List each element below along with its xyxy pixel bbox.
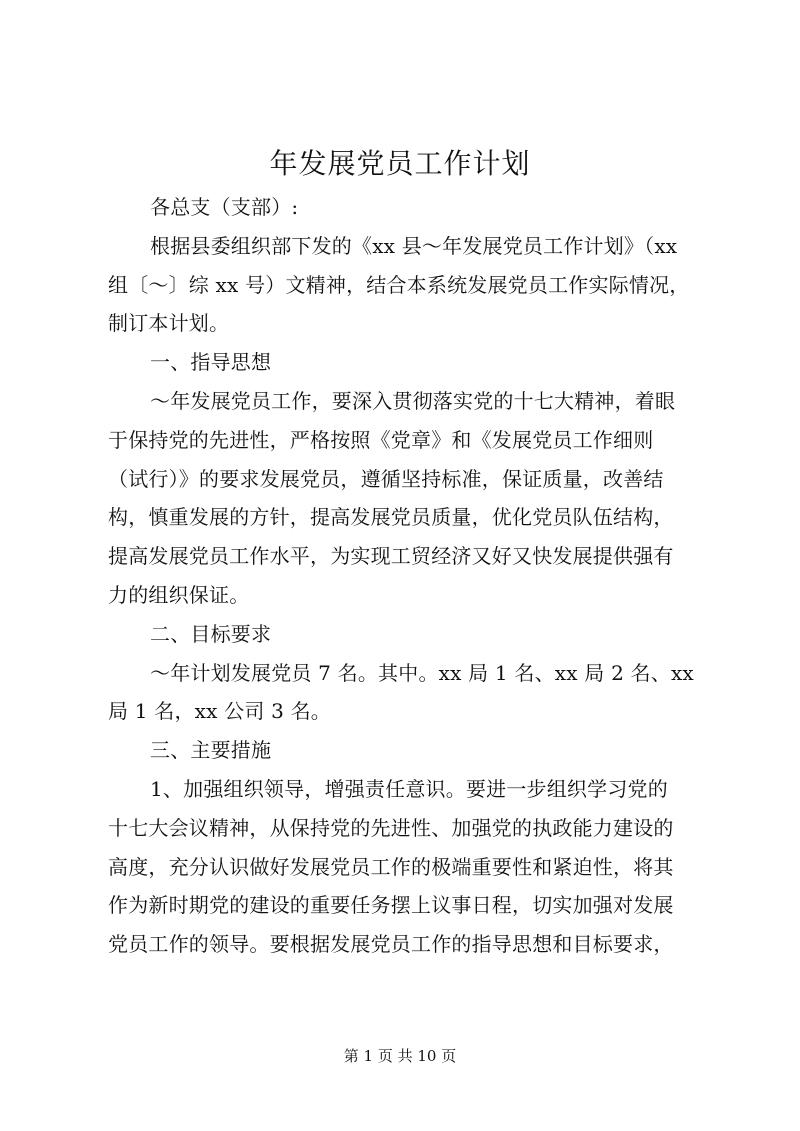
text-line: 各总支（支部）: <box>150 195 299 219</box>
page-footer: 第 1 页 共 10 页 <box>343 1047 457 1065</box>
text-line: 根据县委组织部下发的《xx 县～年发展党员工作计划》（xx <box>150 233 678 258</box>
text-line: 十七大会议精神，从保持党的先进性、加强党的执政能力建设的 <box>108 815 674 840</box>
text-line: 力的组织保证。 <box>108 582 250 607</box>
text-line: 作为新时期党的建设的重要任务摆上议事日程，切实加强对发展 <box>108 893 674 918</box>
text-line: 于保持党的先进性，严格按照《党章》和《发展党员工作细则 <box>108 427 654 452</box>
text-line: 一、指导思想 <box>150 350 272 375</box>
text-line: 高度，充分认识做好发展党员工作的极端重要性和紧迫性，将其 <box>108 854 674 879</box>
text-line: （试行）》的要求发展党员，遵循坚持标准，保证质量，改善结 <box>108 466 664 491</box>
text-line: 构，慎重发展的方针，提高发展党员质量，优化党员队伍结构， <box>108 505 674 530</box>
text-line: 局 1 名，xx 公司 3 名。 <box>108 699 331 724</box>
text-line: ～年发展党员工作，要深入贯彻落实党的十七大精神，着眼 <box>150 388 676 413</box>
text-line: 1、加强组织领导，增强责任意识。要进一步组织学习党的 <box>150 776 668 801</box>
document-title: 年发展党员工作计划 <box>269 147 531 180</box>
text-line: 制订本计划。 <box>108 311 230 336</box>
text-line: 二、目标要求 <box>150 621 272 646</box>
text-line: 组〔～〕综 xx 号）文精神，结合本系统发展党员工作实际情况， <box>108 272 690 297</box>
text-line: 提高发展党员工作水平，为实现工贸经济又好又快发展提供强有 <box>108 544 674 569</box>
document-body <box>108 188 708 964</box>
text-line: ～年计划发展党员 7 名。其中。xx 局 1 名、xx 局 2 名、xx <box>150 660 694 685</box>
text-line: 党员工作的领导。要根据发展党员工作的指导思想和目标要求， <box>108 932 674 957</box>
text-line: 三、主要措施 <box>150 738 272 763</box>
